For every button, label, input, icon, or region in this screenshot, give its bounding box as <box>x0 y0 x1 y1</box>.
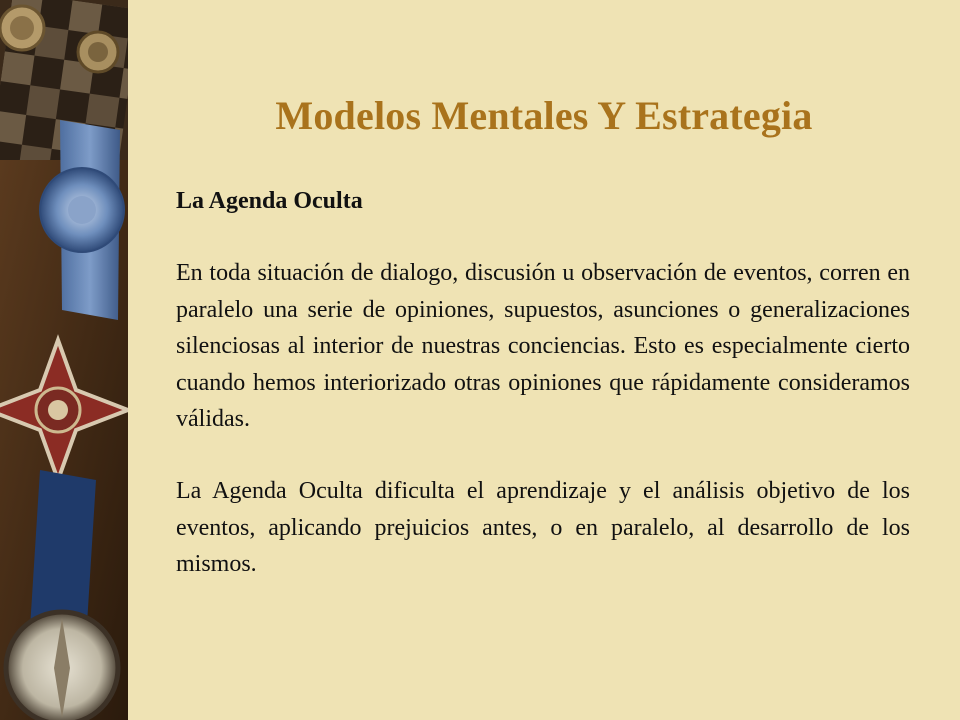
medal-photo-decoration <box>0 0 128 720</box>
body-paragraph-1: En toda situación de dialogo, discusión u observación de eventos, corren en paralelo una serie de opiniones, supuestos, asunciones o generalizaciones silenciosas al interior de nuestras conciencias. Esto es especialmente cierto cuando hemos interiorizado otras opiniones que rápidamente consideramos válidas. <box>176 260 910 433</box>
slide-title: Modelos Mentales Y Estrategia <box>275 93 813 138</box>
slide-content <box>176 183 910 583</box>
medal-photo-image <box>0 0 128 720</box>
section-heading: La Agenda Oculta <box>176 188 363 214</box>
body-paragraph-2: La Agenda Oculta dificulta el aprendizaje y el análisis objetivo de los eventos, aplicando prejuicios antes, o en paralelo, al desarrollo de los mismos. <box>176 478 910 578</box>
